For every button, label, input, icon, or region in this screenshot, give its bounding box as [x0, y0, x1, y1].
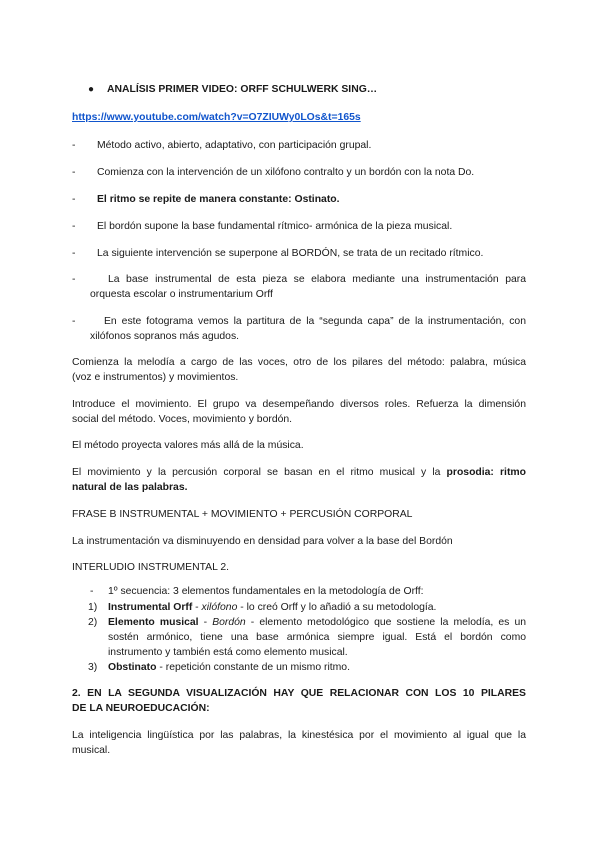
- item-description: - repetición constante de un mismo ritmo.: [156, 662, 350, 673]
- list-item-marker: -: [72, 316, 76, 327]
- list-item-text: El ritmo se repite de manera constante: Ostinato.: [97, 194, 340, 205]
- paragraph-line: (voz e instrumentos) y movimientos.: [72, 372, 239, 383]
- paragraph-line: La inteligencia lingüística por las palabras, la kinestésica por el movimiento al igual que la: [72, 730, 526, 741]
- section-heading-2-continued: DE LA NEUROEDUCACIÓN:: [72, 703, 210, 714]
- paragraph-line: Comienza la melodía a cargo de las voces, otro de los pilares del método: palabra, música: [72, 357, 526, 368]
- list-item-marker: -: [72, 167, 76, 178]
- paragraph-bold-text: natural de las palabras.: [72, 482, 188, 493]
- paragraph: INTERLUDIO INSTRUMENTAL 2.: [72, 562, 230, 573]
- list-item-text: 1º secuencia: 3 elementos fundamentales en la metodología de Orff:: [108, 586, 424, 597]
- item-italic-term: Bordón: [212, 617, 246, 628]
- list-item-text-continued: orquesta escolar o instrumentarium Orff: [90, 289, 273, 300]
- item-description: - lo creó Orff y lo añadió a su metodología.: [237, 602, 437, 613]
- item-italic-term: xilófono: [201, 602, 238, 613]
- section-heading-2: 2. EN LA SEGUNDA VISUALIZACIÓN HAY QUE RELACIONAR CON LOS 10 PILARES: [72, 688, 526, 699]
- paragraph: La instrumentación va disminuyendo en densidad para volver a la base del Bordón: [72, 536, 453, 547]
- list-item-marker: -: [90, 586, 94, 597]
- item-bold-label: Instrumental Orff: [108, 602, 193, 613]
- numbered-item-text: [108, 660, 350, 675]
- section-heading-1: ANALÍSIS PRIMER VIDEO: ORFF SCHULWERK SING…: [107, 84, 378, 95]
- item-separator: -: [192, 602, 202, 613]
- item-bold-label: Obstinato: [108, 662, 157, 673]
- numbered-item-marker: 1): [88, 602, 98, 613]
- list-item-text: La base instrumental de esta pieza se elabora mediante una instrumentación para: [108, 274, 526, 285]
- list-item-text: La siguiente intervención se superpone al BORDÓN, se trata de un recitado rítmico.: [97, 248, 484, 259]
- numbered-item-text: [108, 600, 436, 615]
- paragraph-line: musical.: [72, 745, 111, 756]
- numbered-item-marker: 2): [88, 617, 98, 628]
- list-item-text: Método activo, abierto, adaptativo, con participación grupal.: [97, 140, 372, 151]
- paragraph: El método proyecta valores más allá de la música.: [72, 440, 304, 451]
- bullet-icon: ●: [88, 84, 95, 95]
- list-item-text: El bordón supone la base fundamental rítmico- armónica de la pieza musical.: [97, 221, 453, 232]
- list-item-marker: -: [72, 274, 76, 285]
- list-item-marker: -: [72, 194, 76, 205]
- paragraph: FRASE B INSTRUMENTAL + MOVIMIENTO + PERCUSIÓN CORPORAL: [72, 509, 413, 520]
- numbered-item-marker: 3): [88, 662, 98, 673]
- numbered-item-text-continued: sostén armónico, tiene una base armónica siempre igual. Está el bordón como: [108, 632, 526, 643]
- item-description: - elemento metodológico que sostiene la melodía, es un: [245, 617, 527, 628]
- youtube-link[interactable]: https://www.youtube.com/watch?v=O7ZIUWy0LOs&t=165s: [72, 112, 361, 123]
- list-item-text-continued: xilófonos sopranos más agudos.: [90, 331, 240, 342]
- paragraph-line: [72, 465, 526, 480]
- paragraph-line: Introduce el movimiento. El grupo va desempeñando diversos roles. Refuerza la dimensión: [72, 399, 526, 410]
- item-bold-label: Elemento musical: [108, 617, 199, 628]
- numbered-item-text: [108, 615, 526, 630]
- list-item-marker: -: [72, 221, 76, 232]
- list-item-marker: -: [72, 248, 76, 259]
- list-item-text: Comienza con la intervención de un xilófono contralto y un bordón con la nota Do.: [97, 167, 475, 178]
- paragraph-line: social del método. Voces, movimiento y bordón.: [72, 414, 293, 425]
- numbered-item-text-continued: instrumento y también está como elemento musical.: [108, 647, 348, 658]
- paragraph-text: El movimiento y la percusión corporal se basan en el ritmo musical y la: [72, 467, 447, 478]
- list-item-marker: -: [72, 140, 76, 151]
- item-separator: -: [198, 617, 213, 628]
- paragraph-bold-text: prosodia: ritmo: [446, 467, 526, 478]
- list-item-text: En este fotograma vemos la partitura de la “segunda capa” de la instrumentación, con: [104, 316, 526, 327]
